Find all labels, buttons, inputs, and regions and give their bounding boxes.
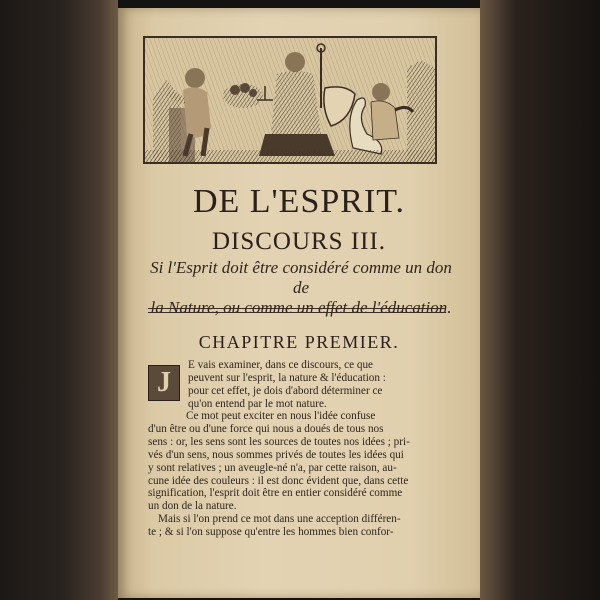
discours-subtitle	[148, 258, 454, 318]
text-line: d'un être ou d'une force qui nous a doués de tous nos	[148, 423, 384, 436]
text-line: pour cet effet, je dois d'abord déterminer ce	[188, 384, 383, 397]
text-line: Ce mot peut exciter en nous l'idée confuse	[186, 410, 376, 423]
text-line: y sont relatives ; un aveugle-né n'a, par cette raison, au-	[148, 461, 397, 474]
drop-capital-letter: J	[157, 367, 171, 398]
allegorical-engraving-icon	[145, 38, 435, 162]
discours-heading: DISCOURS III.	[211, 228, 387, 255]
text-line: cune idée des couleurs : il est donc évident que, dans cette	[148, 474, 409, 487]
text-line: te ; & si l'on suppose qu'entre les hommes bien confor-	[148, 525, 394, 538]
subtitle-line: Si l'Esprit doit être considéré comme un don de	[150, 258, 452, 297]
text-line: signification, l'esprit doit être en entier considéré comme	[148, 487, 403, 500]
text-line: un don de la nature.	[148, 500, 237, 513]
subtitle-line: la Nature, ou comme un effet de l'éducation.	[150, 298, 452, 317]
text-line: peuvent sur l'esprit, la nature & l'éducation :	[188, 371, 386, 384]
divider-rule	[148, 308, 446, 309]
text-line: Mais si l'on prend ce mot dans une acception différen-	[158, 513, 401, 526]
book-spine-shadow	[0, 0, 118, 600]
book-edge-shadow	[480, 0, 600, 600]
page-title: DE L'ESPRIT.	[192, 183, 406, 220]
text-line: vés d'un sens, nous sommes privés de toutes les idées qui	[148, 448, 404, 461]
text-line: sens : or, les sens sont les sources de toutes nos idées ; pri-	[148, 436, 410, 449]
divider-rule	[148, 312, 446, 313]
engraved-vignette	[143, 36, 437, 164]
chapter-heading: CHAPITRE PREMIER.	[198, 332, 400, 352]
chapter-body	[148, 359, 438, 539]
text-line: qu'on entend par le mot nature.	[188, 397, 327, 410]
text-line: E vais examiner, dans ce discours, ce que	[188, 359, 374, 371]
